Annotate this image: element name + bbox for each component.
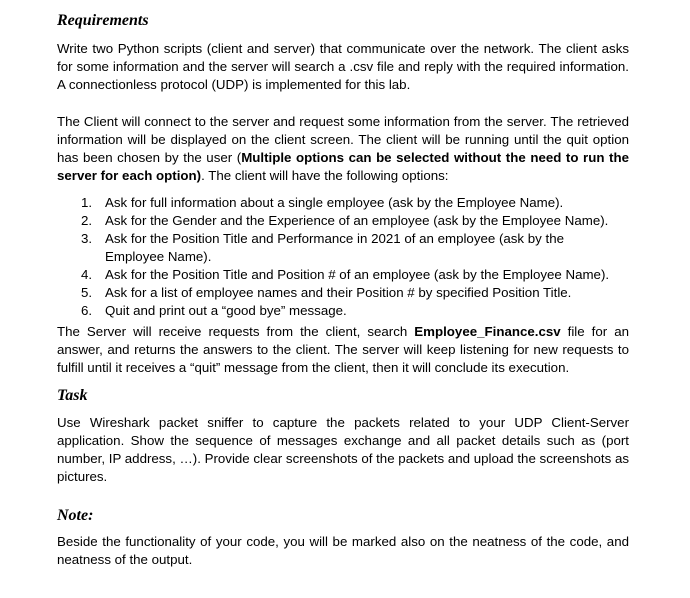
client-text-bold: Multiple options can be selected without the need to run the server for each option) bbox=[57, 150, 629, 183]
list-item-text: Ask for the Gender and the Experience of an employee (ask by the Employee Name). bbox=[105, 213, 609, 228]
client-text-after: . The client will have the following options: bbox=[201, 168, 449, 183]
requirements-heading: Requirements bbox=[57, 12, 149, 29]
note-paragraph: Beside the functionality of your code, you will be marked also on the neatness of the code, and neatness of the output. bbox=[57, 534, 629, 567]
list-item bbox=[57, 302, 629, 320]
list-item-number: 1. bbox=[81, 195, 93, 210]
task-heading: Task bbox=[57, 387, 88, 404]
list-item-number: 6. bbox=[81, 303, 93, 318]
server-text-bold: Employee_Finance.csv bbox=[414, 324, 561, 339]
intro-paragraph: Write two Python scripts (client and server) that communicate over the network. The client asks for some information and the server will search a .csv file and reply with the required information. A connectionless protocol (UDP) is implemented for this lab. bbox=[57, 41, 629, 92]
note-heading: Note: bbox=[57, 507, 94, 524]
list-item-text: Quit and print out a “good bye” message. bbox=[105, 303, 347, 318]
server-text-after: file for an answer, and returns the answers to the client. The server will keep listening for new requests to fulfill until it receives a “quit” message from the client, then it will conclude its execution. bbox=[57, 324, 629, 375]
server-paragraph bbox=[57, 323, 629, 377]
list-item-text: Ask for full information about a single employee (ask by the Employee Name). bbox=[105, 195, 564, 210]
list-item bbox=[57, 230, 629, 266]
client-paragraph bbox=[57, 113, 629, 185]
task-paragraph: Use Wireshark packet sniffer to capture the packets related to your UDP Client-Server application. Show the sequence of messages exchange and all packet details such as (port number, IP address, …). Provide clear screenshots of the packets and upload the screenshots as pictures. bbox=[57, 415, 629, 484]
list-item-number: 3. bbox=[81, 231, 93, 246]
list-item bbox=[57, 194, 629, 212]
list-item-text: Ask for the Position Title and Position # of an employee (ask by the Employee Name). bbox=[105, 267, 610, 282]
list-item-number: 4. bbox=[81, 267, 93, 282]
list-item bbox=[57, 284, 629, 302]
list-item bbox=[57, 266, 629, 284]
options-list bbox=[57, 194, 629, 320]
list-item bbox=[57, 212, 629, 230]
list-item-text: Ask for the Position Title and Performance in 2021 of an employee (ask by the Employee Name). bbox=[105, 231, 564, 264]
client-text-before: The Client will connect to the server and request some information from the server. The retrieved information will be displayed on the client screen. The client will be running until the quit option has been chosen by the user ( bbox=[57, 114, 629, 165]
server-text-before: The Server will receive requests from the client, search bbox=[57, 324, 415, 339]
list-item-text: Ask for a list of employee names and their Position # by specified Position Title. bbox=[105, 285, 572, 300]
list-item-number: 5. bbox=[81, 285, 93, 300]
list-item-number: 2. bbox=[81, 213, 93, 228]
